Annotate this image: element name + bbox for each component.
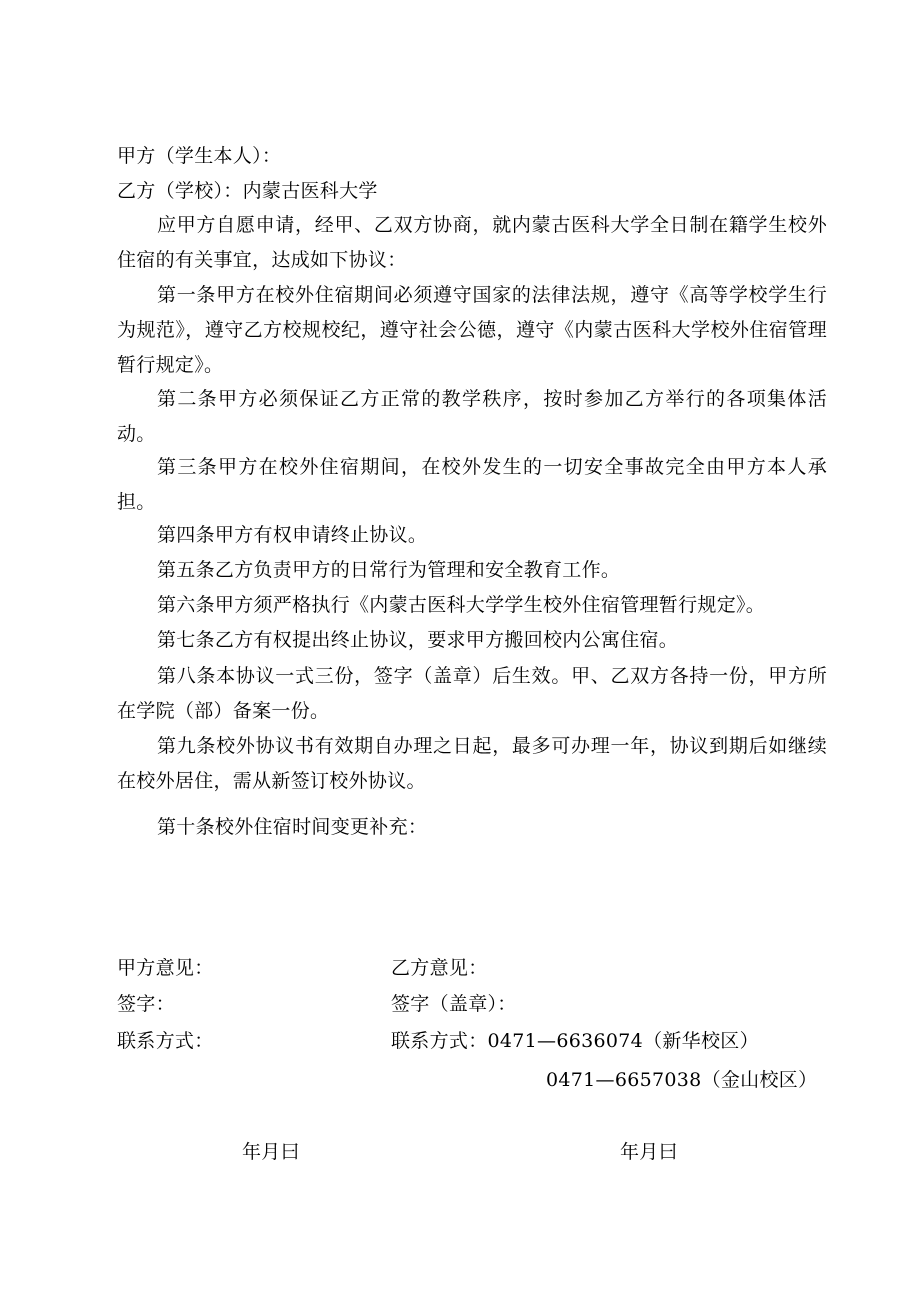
party-b-opinion: 乙方意见： [391,957,488,979]
article-4: 第四条甲方有权申请终止协议。 [157,524,428,546]
article-9: 第九条校外协议书有效期自办理之日起，最多可办理一年，协议到期后如继续在校外居住，需从新签订校外协议。 [117,735,827,792]
article-6: 第六条甲方须严格执行《内蒙古医科大学学生校外住宿管理暂行规定》。 [157,594,766,616]
article-1: 第一条甲方在校外住宿期间必须遵守国家的法律法规，遵守《高等学校学生行为规范》，遵守乙方校规校纪，遵守社会公德，遵守《内蒙古医科大学校外住宿管理暂行规定》。 [117,284,827,376]
party-b-contact: 联系方式：0471—6636074（新华校区） [391,1030,759,1052]
party-a-sign: 签字： [117,993,175,1015]
article-3: 第三条甲方在校外住宿期间，在校外发生的一切安全事故完全由甲方本人承担。 [117,456,827,513]
article-7: 第七条乙方有权提出终止协议，要求甲方搬回校内公寓住宿。 [157,629,679,651]
article-2: 第二条甲方必须保证乙方正常的教学秩序，按时参加乙方举行的各项集体活动。 [117,388,827,445]
party-a-opinion: 甲方意见： [117,957,214,979]
date-party-b: 年月曰 [620,1141,678,1163]
party-a-contact: 联系方式： [117,1030,214,1052]
party-b-sign: 签字（盖章）： [391,993,517,1015]
article-8: 第八条本协议一式三份，签字（盖章）后生效。甲、乙双方各持一份，甲方所在学院（部）备案一份。 [117,665,827,722]
party-b-line: 乙方（学校）：内蒙古医科大学 [117,180,378,202]
article-10: 第十条校外住宿时间变更补充： [157,816,428,838]
date-party-a: 年月曰 [242,1141,300,1163]
party-b-contact-2: 0471—6657038（金山校区） [546,1069,818,1091]
article-5: 第五条乙方负责甲方的日常行为管理和安全教育工作。 [157,559,621,581]
intro-paragraph: 应甲方自愿申请，经甲、乙双方协商，就内蒙古医科大学全日制在籍学生校外住宿的有关事宜，达成如下协议： [117,214,827,271]
party-a-line: 甲方（学生本人）： [117,145,282,167]
